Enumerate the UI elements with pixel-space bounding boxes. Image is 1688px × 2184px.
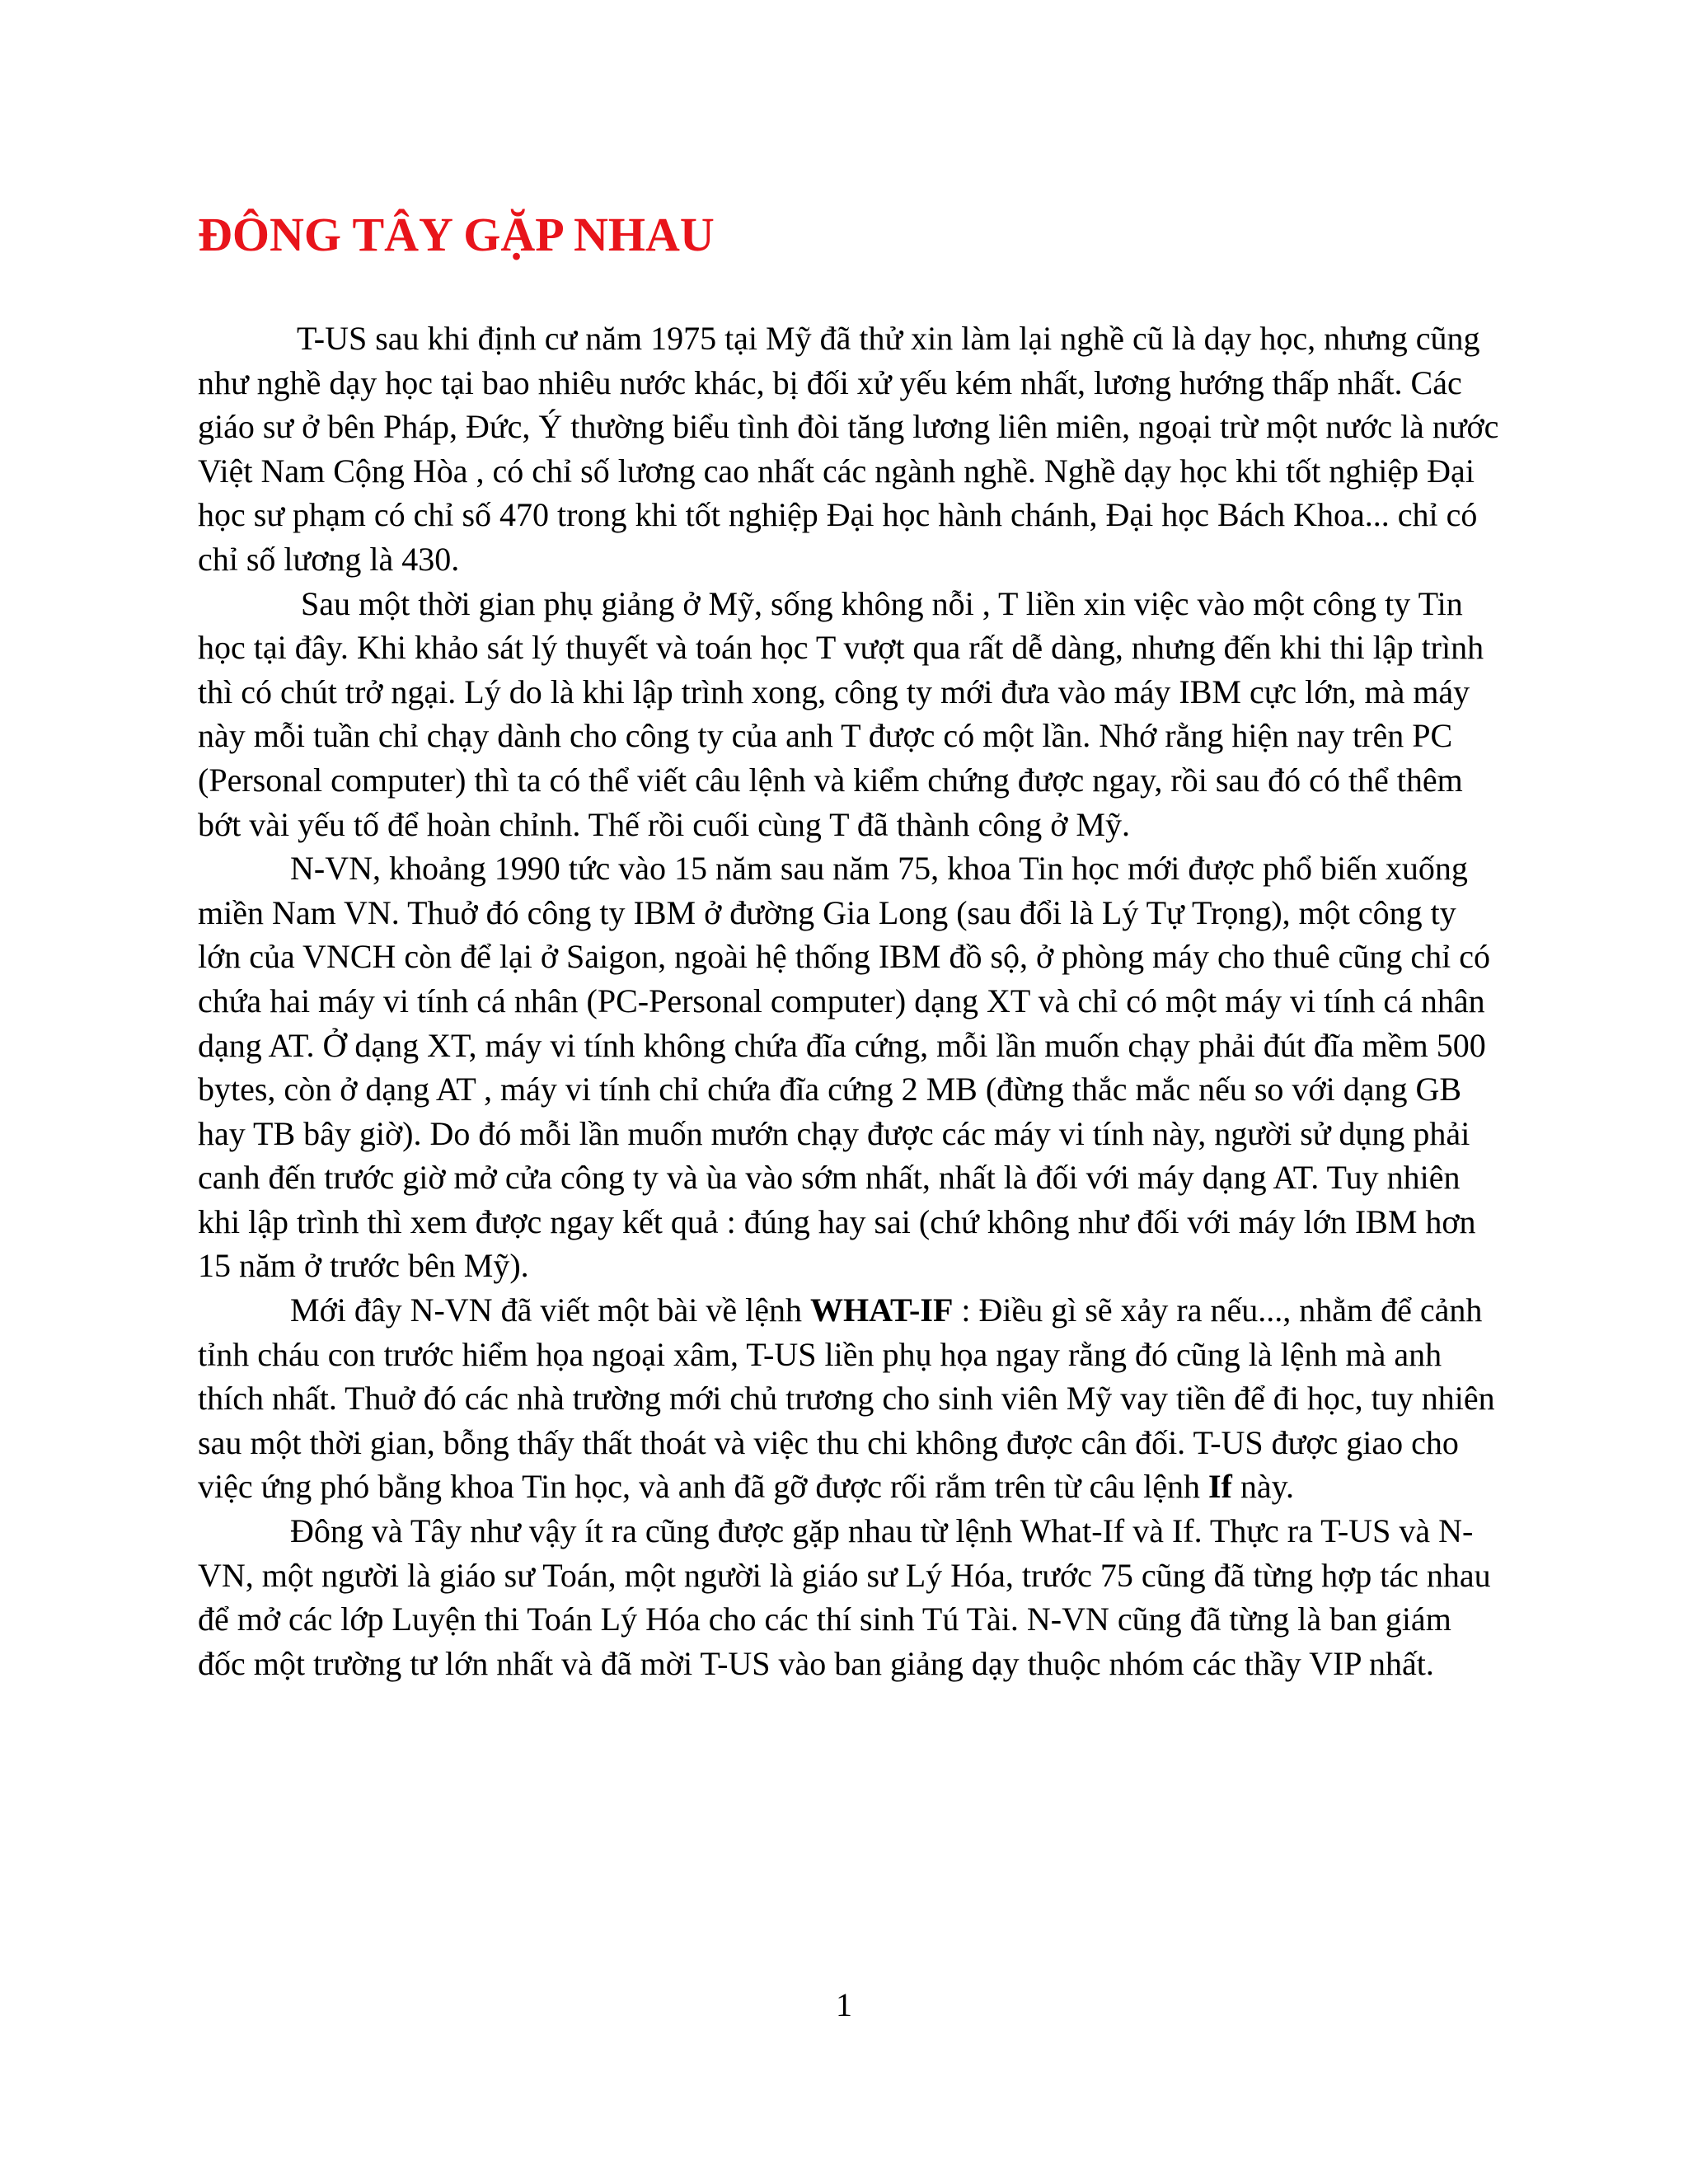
paragraph-5: Đông và Tây như vậy ít ra cũng được gặp nhau từ lệnh What-If và If. Thực ra T-US và N-VN, một người là giáo sư Toán, một người là giáo sư Lý Hóa, trước 75 cũng đã từng hợp tác nhau để mở các lớp Luyện thi Toán Lý Hóa cho các thí sinh Tú Tài. N-VN cũng đã từng là ban giám đốc một trường tư lớn nhất và đã mời T-US vào ban giảng dạy thuộc nhóm các thầy VIP nhất. [198, 1512, 1491, 1682]
paragraph-4-intro: Mới đây N-VN đã viết một bài về lệnh [290, 1291, 811, 1329]
paragraph-4-end: này. [1231, 1468, 1295, 1506]
paragraph-2: Sau một thời gian phụ giảng ở Mỹ, sống không nỗi , T liền xin việc vào một công ty Tin học tại đây. Khi khảo sát lý thuyết và toán học T vượt qua rất dễ dàng, nhưng đến khi thi lập trình thì có chút trở ngại. Lý do là khi lập trình xong, công ty mới đưa vào máy IBM cực lớn, mà máy này mỗi tuần chỉ chạy dành cho công ty của anh T được có một lần. Nhớ rằng hiện nay trên PC (Personal computer) thì ta có thể viết câu lệnh và kiểm chứng được ngay, rồi sau đó có thể thêm bớt vài yếu tố để hoàn chỉnh. Thế rồi cuối cùng T đã thành công ở Mỹ. [198, 584, 1484, 843]
page-number: 1 [836, 1986, 852, 2023]
paragraph-3: N-VN, khoảng 1990 tức vào 15 năm sau năm 75, khoa Tin học mới được phổ biến xuống miền Nam VN. Thuở đó công ty IBM ở đường Gia Long (sau đổi là Lý Tự Trọng), một công ty lớn của VNCH còn để lại ở Saigon, ngoài hệ thống IBM đồ sộ, ở phòng máy cho thuê cũng chỉ có chứa hai máy vi tính cá nhân (PC-Personal computer) dạng XT và chỉ có một máy vi tính cá nhân dạng AT. Ở dạng XT, máy vi tính không chứa đĩa cứng, mỗi lần muốn chạy phải đút đĩa mềm 500 bytes, còn ở dạng AT , máy vi tính chỉ chứa đĩa cứng 2 MB (đừng thắc mắc nếu so với dạng GB hay TB bây giờ). Do đó mỗi lần muốn mướn chạy được các máy vi tính này, người sử dụng phải canh đến trước giờ mở cửa công ty và ùa vào sớm nhất, nhất là đối với máy dạng AT. Tuy nhiên khi lập trình thì xem được ngay kết quả : đúng hay sai (chứ không như đối với máy lớn IBM hơn 15 năm ở trước bên Mỹ). [198, 850, 1491, 1285]
what-if-keyword: WHAT-IF [810, 1291, 954, 1329]
page-title: ĐÔNG TÂY GẶP NHAU [198, 208, 715, 261]
article-body [198, 316, 1500, 1685]
paragraph-4 [198, 1288, 1500, 1509]
paragraph-1: T-US sau khi định cư năm 1975 tại Mỹ đã thử xin làm lại nghề cũ là dạy học, nhưng cũng như nghề dạy học tại bao nhiêu nước khác, bị đối xử yếu kém nhất, lương hướng thấp nhất. Các giáo sư ở bên Pháp, Đức, Ý thường biểu tình đòi tăng lương liên miên, ngoại trừ một nước là nước Việt Nam Cộng Hòa , có chỉ số lương cao nhất các ngành nghề. Nghề dạy học khi tốt nghiệp Đại học sư phạm có chỉ số 470 trong khi tốt nghiệp Đại học hành chánh, Đại học Bách Khoa... chỉ có chỉ số lương là 430. [198, 320, 1499, 578]
if-keyword: If [1207, 1468, 1232, 1506]
paragraph-4-middle: : Điều gì sẽ xảy ra nếu..., nhằm để cảnh tỉnh cháu con trước hiểm họa ngoại xâm, T-US liền phụ họa ngay rằng đó cũng là lệnh mà anh thích nhất. Thuở đó các nhà trường mới chủ trương cho sinh viên Mỹ vay tiền để đi học, tuy nhiên sau một thời gian, bỗng thấy thất thoát và việc thu chi không được cân đối. T-US được giao cho việc ứng phó bằng khoa Tin học, và anh đã gỡ được rối rắm trên từ câu lệnh [198, 1291, 1495, 1506]
